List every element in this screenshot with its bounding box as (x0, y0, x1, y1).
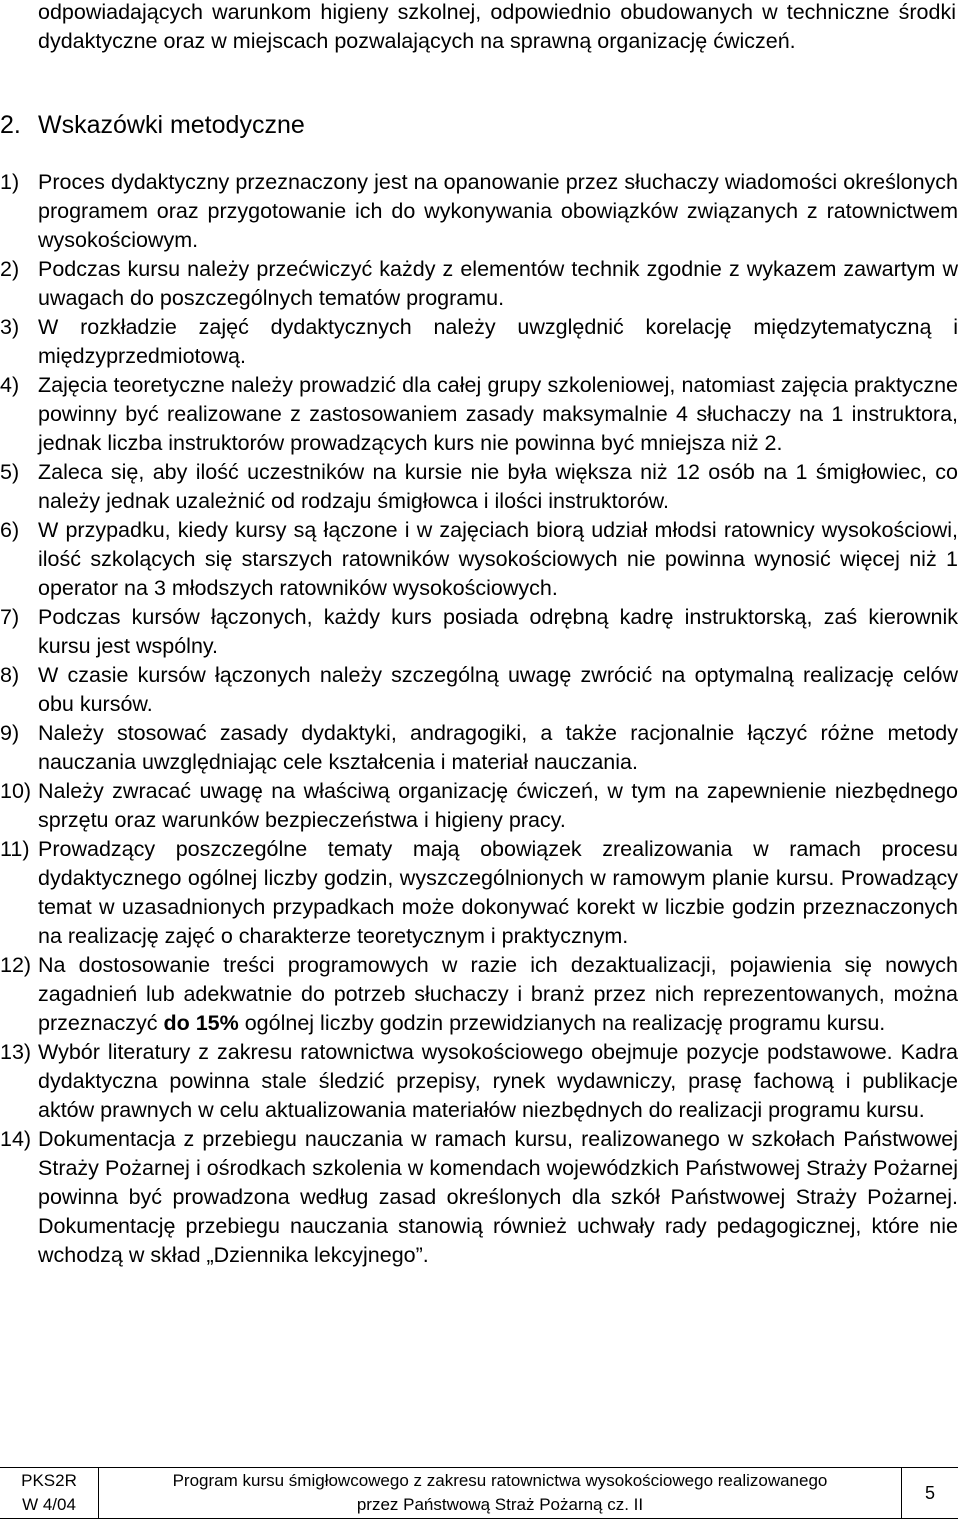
item-text: Wybór literatury z zakresu ratownictwa wysokościowego obejmuje pozycje podstawowe. Kadra dydaktyczna powinna stale śledzić przepisy, rynek wydawniczy, prasę fachową i publikacje aktów prawnych w celu aktualizowania materiałów niezbędnych do realizacji programu kursu. (38, 1040, 958, 1122)
list-item (0, 661, 958, 719)
item-number: 10) (0, 779, 32, 803)
list-item (0, 371, 958, 458)
item-text: Należy zwracać uwagę na właściwą organizację ćwiczeń, w tym na zapewnienie niezbędnego sprzętu oraz warunków bezpieczeństwa i higieny pracy. (38, 779, 958, 832)
item-number: 8) (0, 663, 20, 687)
item-text: Należy stosować zasady dydaktyki, andragogiki, a także racjonalnie łączyć różne metody nauczania uwzględniając cele kształcenia i materiał nauczania. (38, 721, 958, 774)
list-item (0, 168, 958, 255)
footer-document-title (99, 1468, 902, 1518)
list-item (0, 777, 958, 835)
footer-code-line1: PKS2R (21, 1471, 77, 1490)
item-text: Podczas kursów łączonych, każdy kurs posiada odrębną kadrę instruktorską, zaś kierownik kursu jest wspólny. (38, 605, 958, 658)
item-number: 9) (0, 721, 20, 745)
item-number: 13) (0, 1040, 32, 1064)
list-item (0, 1038, 958, 1125)
item-text: Zaleca się, aby ilość uczestników na kursie nie była większa niż 12 osób na 1 śmigłowiec, co należy jednak uzależnić od rodzaju śmigłowca i ilości instruktorów. (38, 460, 958, 513)
item-text: W czasie kursów łączonych należy szczególną uwagę zwrócić na optymalną realizację celów obu kursów. (38, 663, 958, 716)
list-item (0, 719, 958, 777)
list-item (0, 313, 958, 371)
item-text: W przypadku, kiedy kursy są łączone i w zajęciach biorą udział młodsi ratownicy wysokościowi, ilość szkolących się starszych ratowników wysokościowych nie powinna wynosić więcej niż 1 operator na 3 młodszych ratowników wysokościowych. (38, 518, 958, 600)
item-text-start: Na dostosowanie treści programowych w razie ich dezaktualizacji, pojawienia się nowych zagadnień lub adekwatnie do potrzeb słuchaczy i branż przez nich reprezentowanych, można przeznaczyć (38, 953, 958, 1035)
list-item (0, 516, 958, 603)
list-item (0, 603, 958, 661)
page-number: 5 (924, 1483, 935, 1503)
item-number: 5) (0, 460, 20, 484)
item-number: 2) (0, 257, 20, 281)
intro-paragraph: odpowiadających warunkom higieny szkolnej, odpowiednio obudowanych w techniczne środki dydaktyczne oraz w miejscach pozwalających na sprawną organizację ćwiczeń. (38, 0, 956, 53)
item-number: 11) (0, 837, 30, 861)
item-text: Proces dydaktyczny przeznaczony jest na opanowanie przez słuchaczy wiadomości określonych programem oraz przygotowanie ich do wykonywania obowiązków związanych z ratownictwem wysokościowym. (38, 170, 958, 252)
list-item (0, 951, 958, 1038)
section-number: 2. (0, 111, 21, 139)
footer-code-line2: W 4/04 (22, 1495, 76, 1514)
item-text: Dokumentacja z przebiegu nauczania w ramach kursu, realizowanego w szkołach Państwowej Straży Pożarnej i ośrodkach szkolenia w komendach wojewódzkich Państwowej Straży Pożarnej powinna być prowadzona według zasad określonych dla szkół Państwowej Straży Pożarnej. Dokumentację przebiegu nauczania stanowią również uchwały rady pedagogicznej, które nie wchodzą w skład „Dziennika lekcyjnego”. (38, 1127, 958, 1267)
list-item (0, 835, 958, 951)
item-number: 4) (0, 373, 20, 397)
item-number: 7) (0, 605, 20, 629)
list-item (0, 1125, 958, 1270)
list-item (0, 458, 958, 516)
item-number: 14) (0, 1127, 32, 1151)
footer-title-line2: przez Państwową Straż Pożarną cz. II (356, 1495, 644, 1514)
page-footer (0, 1467, 958, 1519)
item-number: 1) (0, 170, 20, 194)
list-item (0, 255, 958, 313)
item-number: 6) (0, 518, 20, 542)
item-text: W rozkładzie zajęć dydaktycznych należy uwzględnić korelację międzytematyczną i międzyprzedmiotową. (38, 315, 958, 368)
section-heading (0, 109, 305, 141)
footer-title-line1: Program kursu śmigłowcowego z zakresu ratownictwa wysokościowego realizowanego (172, 1471, 828, 1490)
item-text-bold: do 15% (163, 1011, 239, 1035)
item-text (38, 951, 958, 1038)
footer-page-number (902, 1468, 958, 1518)
item-text: Prowadzący poszczególne tematy mają obowiązek zrealizowania w ramach procesu dydaktycznego ogólnej liczby godzin, wyszczególnionych w ramowym planie kursu. Prowadzący temat w uzasadnionych przypadkach może dokonywać korekt w liczbie godzin przeznaczonych na realizację zajęć o charakterze teoretycznym i praktycznym. (38, 837, 958, 948)
section-title: Wskazówki metodyczne (38, 111, 305, 139)
item-text: Podczas kursu należy przećwiczyć każdy z elementów technik zgodnie z wykazem zawartym w uwagach do poszczególnych tematów programu. (38, 257, 958, 310)
guidelines-list (0, 168, 958, 1270)
item-text-end: ogólnej liczby godzin przewidzianych na realizację programu kursu. (238, 1011, 886, 1035)
item-text: Zajęcia teoretyczne należy prowadzić dla całej grupy szkoleniowej, natomiast zajęcia praktyczne powinny być realizowane z zastosowaniem zasady maksymalnie 4 słuchaczy na 1 instruktora, jednak liczba instruktorów prowadzących kurs nie powinna być mniejsza niż 2. (38, 373, 958, 455)
footer-document-code (0, 1468, 99, 1518)
item-number: 12) (0, 953, 32, 977)
item-number: 3) (0, 315, 20, 339)
